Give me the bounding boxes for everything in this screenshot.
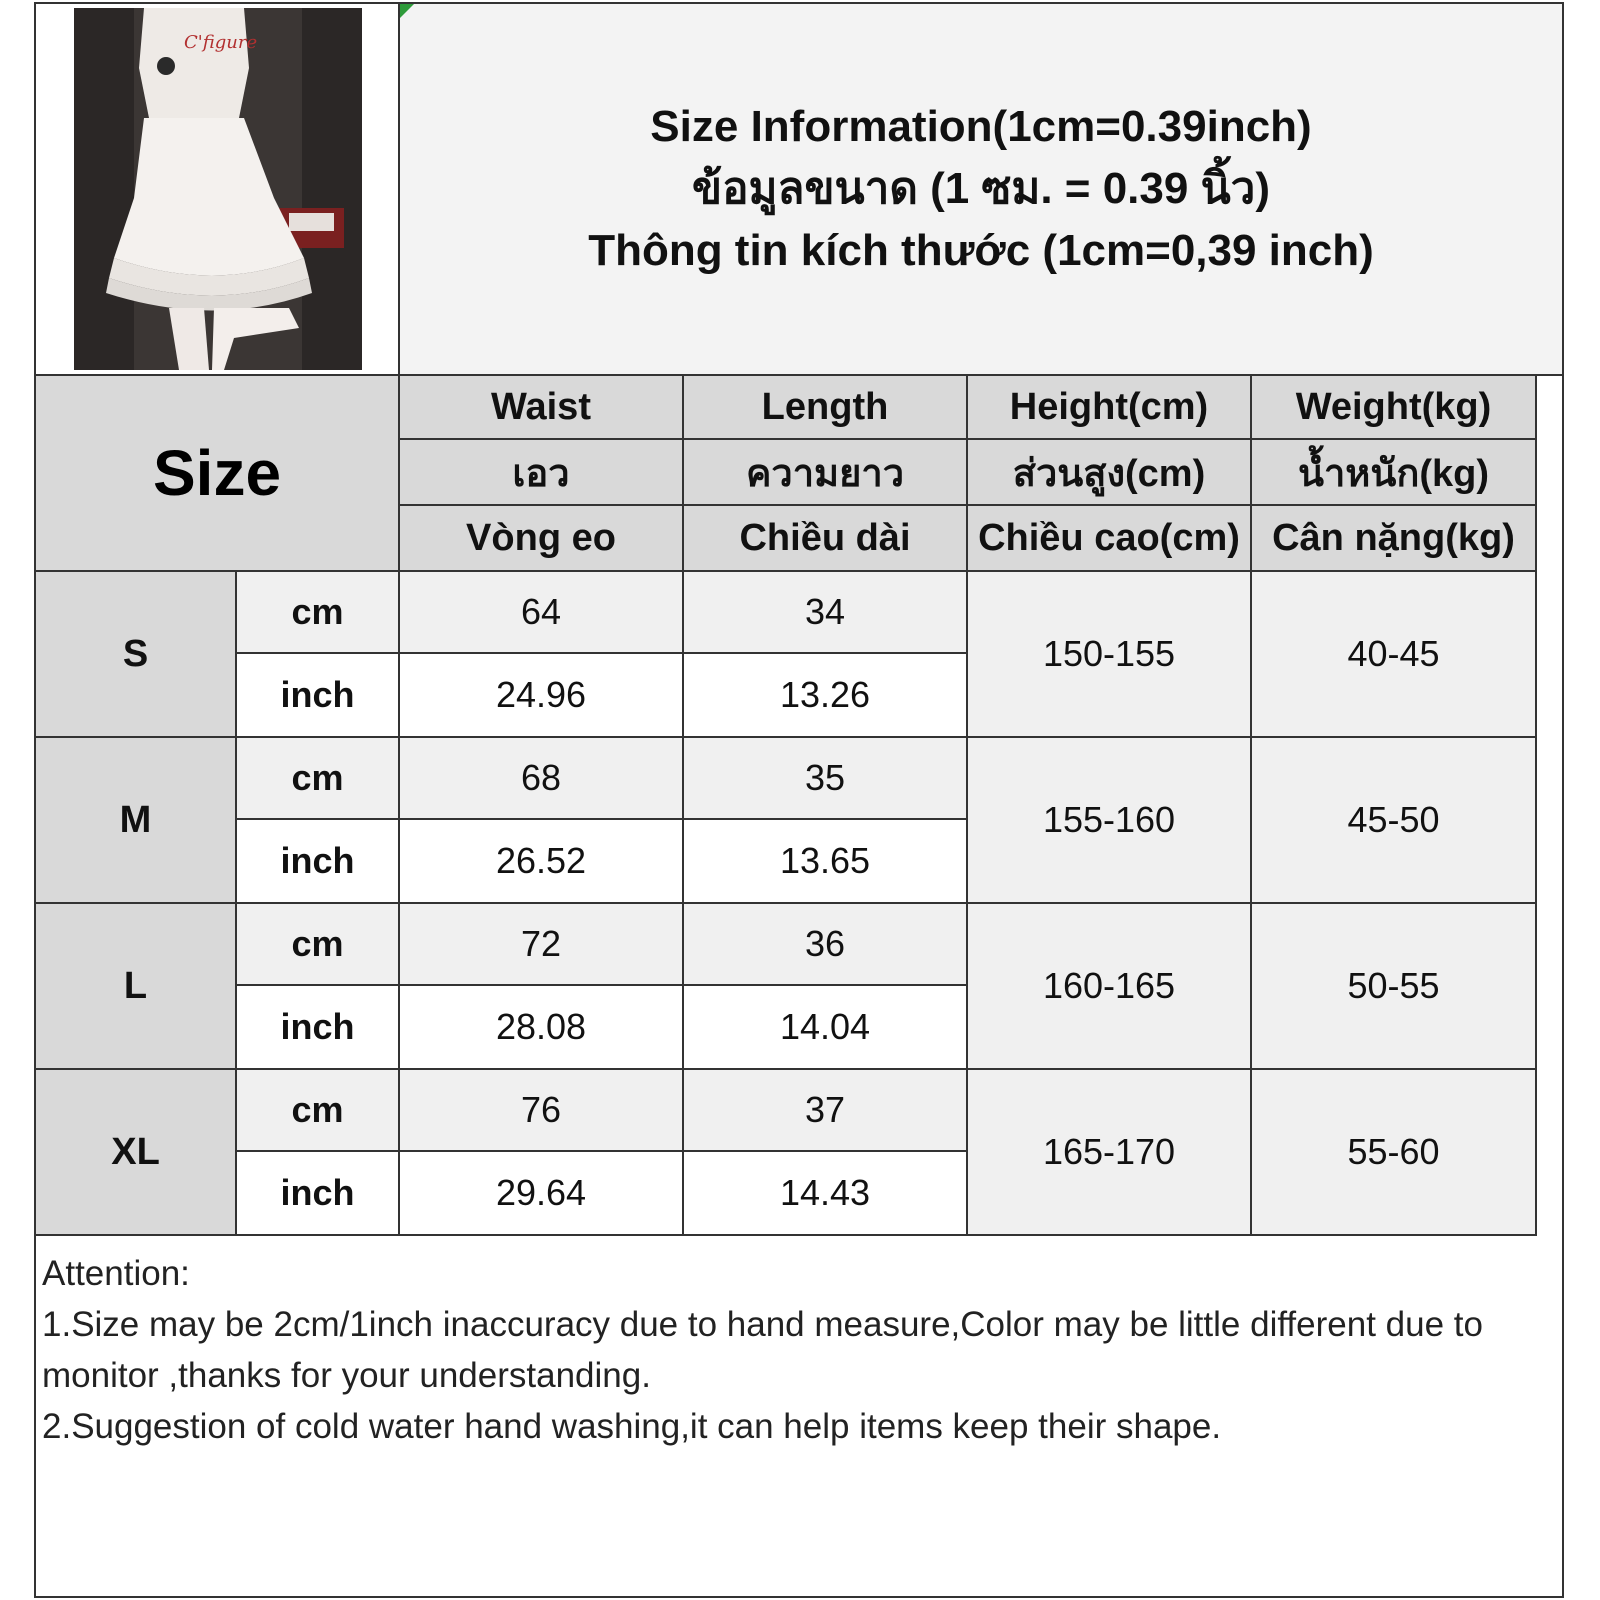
title-cell <box>400 4 1562 374</box>
size-label: S <box>35 571 236 737</box>
size-label: XL <box>35 1069 236 1235</box>
photo-cell <box>36 4 400 374</box>
size-label: M <box>35 737 236 903</box>
waist-cm-cell: 76 <box>399 1069 683 1151</box>
length-cm-cell: 34 <box>683 571 967 653</box>
product-photo-illustration <box>74 8 362 370</box>
col-length-en: Length <box>683 375 967 439</box>
waist-cm-cell: 68 <box>399 737 683 819</box>
weight-cell: 55-60 <box>1251 1069 1536 1235</box>
title-vietnamese: Thông tin kích thước (1cm=0,39 inch) <box>588 226 1374 275</box>
length-inch-cell: 14.04 <box>683 985 967 1069</box>
height-cell: 155-160 <box>967 737 1251 903</box>
title-thai: ข้อมูลขนาด (1 ซม. = 0.39 นิ้ว) <box>691 164 1270 213</box>
col-length-vi: Chiều dài <box>683 505 967 571</box>
unit-label: inch <box>236 653 399 737</box>
length-cm-cell: 35 <box>683 737 967 819</box>
size-chart-sheet <box>34 2 1564 1598</box>
waist-cm-cell: 72 <box>399 903 683 985</box>
waist-inch-cell: 29.64 <box>399 1151 683 1235</box>
col-length-th: ความยาว <box>683 439 967 505</box>
product-photo <box>74 8 362 370</box>
waist-inch-cell: 28.08 <box>399 985 683 1069</box>
length-cm-cell: 36 <box>683 903 967 985</box>
col-waist-vi: Vòng eo <box>399 505 683 571</box>
unit-label: cm <box>236 571 399 653</box>
size-table <box>34 374 1537 1236</box>
unit-label: cm <box>236 903 399 985</box>
height-cell: 150-155 <box>967 571 1251 737</box>
unit-label: inch <box>236 1151 399 1235</box>
size-label: L <box>35 903 236 1069</box>
length-cm-cell: 37 <box>683 1069 967 1151</box>
col-weight-en: Weight(kg) <box>1251 375 1536 439</box>
weight-cell: 45-50 <box>1251 737 1536 903</box>
header-block <box>36 4 1562 376</box>
height-cell: 165-170 <box>967 1069 1251 1235</box>
table-row <box>35 737 1536 819</box>
waist-inch-cell: 26.52 <box>399 819 683 903</box>
attention-notes <box>42 1248 1552 1452</box>
notes-item-2: 2.Suggestion of cold water hand washing,it can help items keep their shape. <box>42 1407 1222 1446</box>
unit-label: inch <box>236 819 399 903</box>
col-weight-th: น้ำหนัก(kg) <box>1251 439 1536 505</box>
table-row <box>35 903 1536 985</box>
table-row <box>35 1069 1536 1151</box>
height-cell: 160-165 <box>967 903 1251 1069</box>
weight-cell: 40-45 <box>1251 571 1536 737</box>
length-inch-cell: 13.65 <box>683 819 967 903</box>
notes-heading: Attention: <box>42 1254 190 1293</box>
col-height-vi: Chiều cao(cm) <box>967 505 1251 571</box>
weight-cell: 50-55 <box>1251 903 1536 1069</box>
waist-cm-cell: 64 <box>399 571 683 653</box>
notes-item-1: 1.Size may be 2cm/1inch inaccuracy due to hand measure,Color may be little different due to monitor ,thanks for your understanding. <box>42 1305 1483 1395</box>
length-inch-cell: 14.43 <box>683 1151 967 1235</box>
col-height-th: ส่วนสูง(cm) <box>967 439 1251 505</box>
unit-label: cm <box>236 737 399 819</box>
size-header: Size <box>35 375 399 571</box>
col-weight-vi: Cân nặng(kg) <box>1251 505 1536 571</box>
title-english: Size Information(1cm=0.39inch) <box>650 102 1312 151</box>
waist-inch-cell: 24.96 <box>399 653 683 737</box>
col-waist-th: เอว <box>399 439 683 505</box>
col-height-en: Height(cm) <box>967 375 1251 439</box>
table-row <box>35 571 1536 653</box>
unit-label: inch <box>236 985 399 1069</box>
col-waist-en: Waist <box>399 375 683 439</box>
length-inch-cell: 13.26 <box>683 653 967 737</box>
shirt-print: C'figure <box>184 32 258 53</box>
unit-label: cm <box>236 1069 399 1151</box>
